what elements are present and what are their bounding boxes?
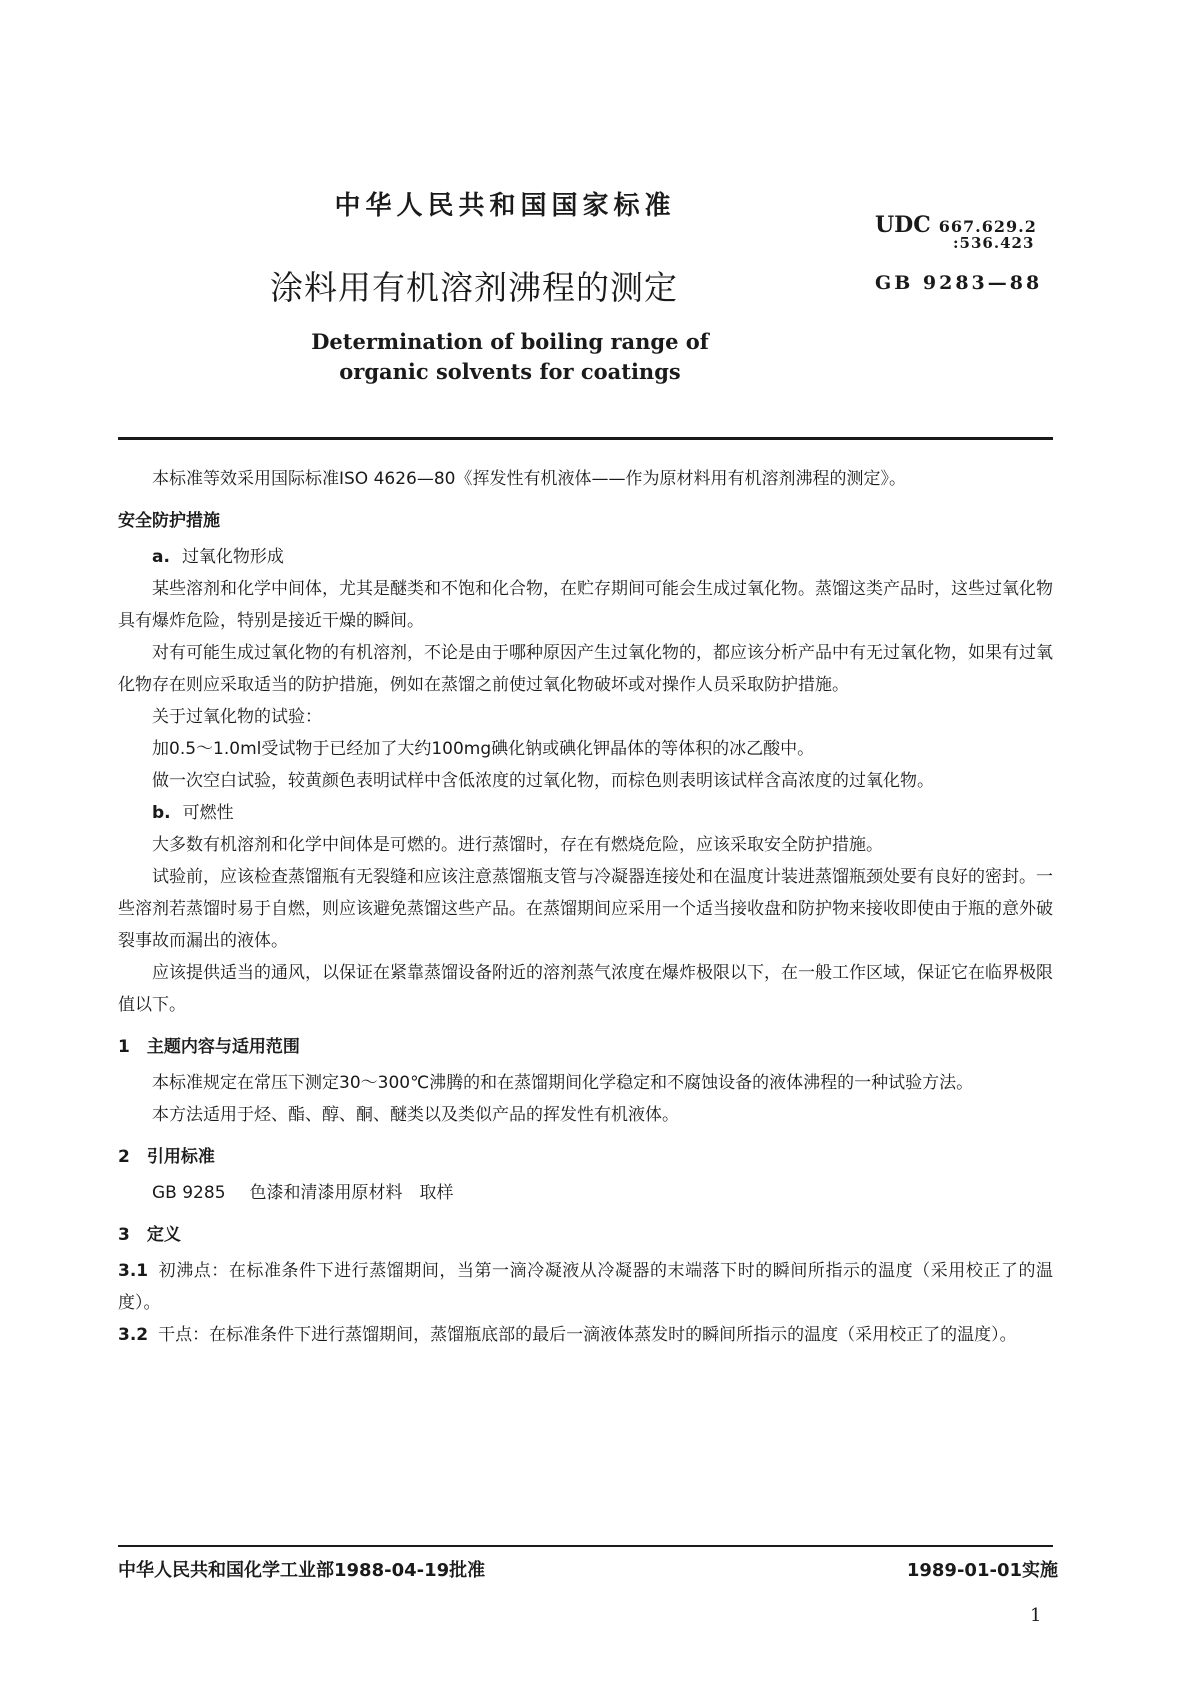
document-title-zh: 涂料用有机溶剂沸程的测定 [270, 268, 678, 307]
safety-b-letter: b. [152, 803, 171, 823]
safety-b-paragraph-2: 试验前，应该检查蒸馏瓶有无裂缝和应该注意蒸馏瓶支管与冷凝器连接处和在温度计装进蒸馏瓶颈处要有良好的密封。一些溶剂若蒸馏时易于自燃，则应该避免蒸馏这些产品。在蒸馏期间应采用一个适当接收盘和防护物来接收即使由于瓶的意外破裂事故而漏出的液体。 [118, 867, 1053, 951]
effective-date: 1989-01-01实施 [906, 1560, 1058, 1581]
referenced-standard-title: 色漆和清漆用原材料 取样 [249, 1183, 454, 1203]
section-1-paragraph-1: 本标准规定在常压下测定30～300℃沸腾的和在蒸馏期间化学稳定和不腐蚀设备的液体沸程的一种试验方法。 [152, 1073, 974, 1093]
header-divider [118, 437, 1053, 440]
definition-3-1 [118, 1255, 1053, 1319]
safety-a-letter: a. [152, 547, 170, 567]
referenced-standard-code: GB 9285 [152, 1183, 226, 1203]
safety-b-heading [118, 797, 1053, 829]
gb-standard-code: GB 9283—88 [875, 272, 1043, 294]
approval-date: 中华人民共和国化学工业部1988-04-19批准 [118, 1560, 486, 1581]
udc-label: UDC [875, 212, 931, 238]
definition-3-2-number: 3.2 [118, 1325, 149, 1345]
definition-3-2-text: 干点：在标准条件下进行蒸馏期间，蒸馏瓶底部的最后一滴液体蒸发时的瞬间所指示的温度（采用校正了的温度）。 [158, 1325, 1017, 1345]
safety-b-paragraph-1: 大多数有机溶剂和化学中间体是可燃的。进行蒸馏时，存在有燃烧危险，应该采取安全防护措施。 [152, 835, 883, 855]
section-1-heading: 1 主题内容与适用范围 [118, 1037, 300, 1057]
footer-divider [118, 1545, 1053, 1547]
udc-classification [875, 212, 1055, 252]
safety-heading: 安全防护措施 [118, 511, 220, 531]
safety-a-heading [118, 541, 1053, 573]
definition-3-1-number: 3.1 [118, 1261, 149, 1281]
title-en-line1: Determination of boiling range of [311, 329, 709, 354]
document-body [118, 463, 1053, 1351]
page-number: 1 [1030, 1605, 1042, 1626]
document-title-en [250, 327, 770, 387]
definition-3-2 [118, 1319, 1053, 1351]
safety-a-title: 过氧化物形成 [181, 547, 284, 567]
section-3-heading: 3 定义 [118, 1225, 181, 1245]
intro-paragraph: 本标准等效采用国际标准ISO 4626—80《挥发性有机液体——作为原材料用有机溶剂沸程的测定》。 [152, 469, 906, 489]
udc-number: 667.629.2 [938, 217, 1037, 236]
title-en-line2: organic solvents for coatings [339, 359, 681, 384]
definition-3-1-text: 初沸点：在标准条件下进行蒸馏期间，当第一滴冷凝液从冷凝器的末端落下时的瞬间所指示的温度（采用校正了的温度）。 [118, 1261, 1053, 1313]
safety-b-title: 可燃性 [182, 803, 234, 823]
safety-a-paragraph-3: 关于过氧化物的试验： [152, 707, 322, 727]
safety-b-paragraph-3: 应该提供适当的通风，以保证在紧靠蒸馏设备附近的溶剂蒸气浓度在爆炸极限以下，在一般工作区域，保证它在临界极限值以下。 [118, 963, 1053, 1015]
referenced-standard [118, 1177, 1053, 1209]
national-standard-heading: 中华人民共和国国家标准 [334, 191, 676, 221]
section-2-heading: 2 引用标准 [118, 1147, 215, 1167]
udc-number-continued: :536.423 [953, 234, 1035, 252]
safety-a-paragraph-2: 对有可能生成过氧化物的有机溶剂，不论是由于哪种原因产生过氧化物的，都应该分析产品中有无过氧化物，如果有过氧化物存在则应采取适当的防护措施，例如在蒸馏之前使过氧化物破坏或对操作人员采取防护措施。 [118, 643, 1053, 695]
safety-a-paragraph-1: 某些溶剂和化学中间体，尤其是醚类和不饱和化合物，在贮存期间可能会生成过氧化物。蒸馏这类产品时，这些过氧化物具有爆炸危险，特别是接近干燥的瞬间。 [118, 579, 1053, 631]
section-1-paragraph-2: 本方法适用于烃、酯、醇、酮、醚类以及类似产品的挥发性有机液体。 [152, 1105, 679, 1125]
safety-a-paragraph-5: 做一次空白试验，较黄颜色表明试样中含低浓度的过氧化物，而棕色则表明该试样含高浓度的过氧化物。 [152, 771, 934, 791]
safety-a-paragraph-4: 加0.5～1.0ml受试物于已经加了大约100mg碘化钠或碘化钾晶体的等体积的冰乙酸中。 [152, 739, 815, 759]
